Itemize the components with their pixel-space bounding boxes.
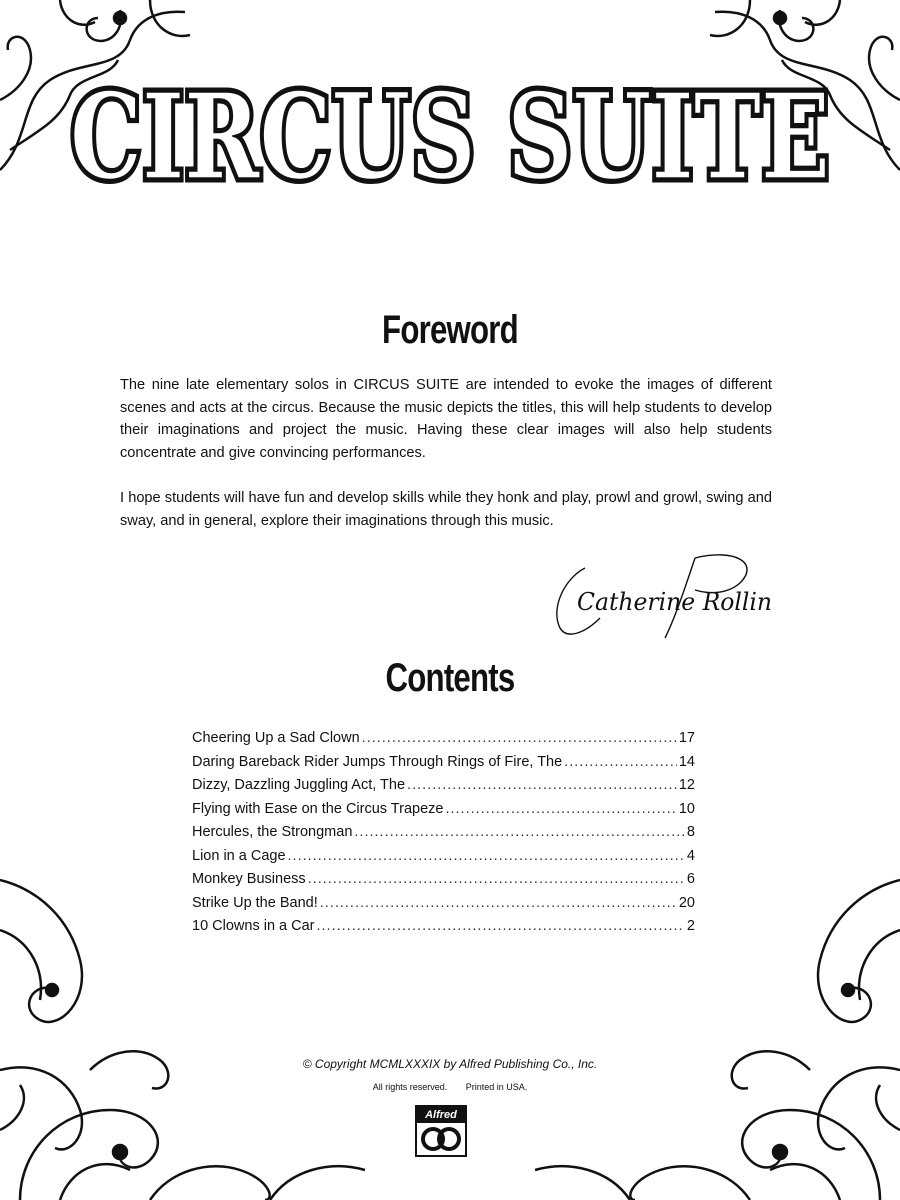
contents-entry [192, 848, 695, 872]
entry-title: Monkey Business [192, 871, 306, 887]
entry-page: 4 [686, 847, 695, 864]
contents-entry [192, 777, 695, 801]
page-title: CIRCUS SUITE [70, 67, 830, 206]
entry-title: Flying with Ease on the Circus Trapeze [192, 800, 444, 817]
leader-dots [362, 730, 677, 746]
signature [545, 548, 780, 644]
contents-entry [192, 824, 695, 848]
entry-title: Hercules, the Strongman [192, 824, 353, 840]
entry-page: 17 [678, 730, 695, 746]
entry-page: 12 [678, 777, 695, 793]
copyright-line: © Copyright MCMLXXXIX by Alfred Publishing Co., Inc. [302, 1057, 598, 1071]
entry-title: Lion in a Cage [192, 847, 286, 864]
contents-entry [192, 754, 695, 778]
foreword-paragraph-2: I hope students will have fun and develop skills while they honk and play, prowl and growl, swing and sway, and in general, explore their imaginations through this music. [120, 490, 772, 529]
foreword-heading: Foreword [382, 308, 518, 352]
signature-text: Catherine Rollin [577, 588, 772, 616]
leader-dots [308, 871, 685, 887]
entry-title: Strike Up the Band! [192, 894, 318, 911]
publisher-logo [415, 1105, 467, 1157]
contents-entry [192, 895, 695, 919]
entry-page: 2 [686, 918, 695, 934]
foreword-text [120, 374, 772, 555]
entry-page: 10 [678, 800, 695, 817]
entry-title: Dizzy, Dazzling Juggling Act, The [192, 777, 406, 793]
entry-page: 14 [678, 753, 695, 770]
contents-entry [192, 730, 695, 754]
contents-entry [192, 918, 695, 942]
foreword-paragraph-1: The nine late elementary solos in CIRCUS SUITE are intended to evoke the images of different scenes and acts at the circus. Because the music depicts the titles, this will help students to develop their imaginations and project the music. Having these clear images will also help students concentrate and give convincing performances. [120, 377, 772, 461]
entry-page: 6 [686, 871, 695, 887]
leader-dots [288, 848, 685, 864]
publisher-logo-mark [417, 1123, 465, 1155]
contents-list [192, 730, 695, 942]
page-title-inner-line: CIRCUS SUITE [70, 67, 830, 206]
publisher-logo-text: Alfred [417, 1107, 465, 1123]
title-banner [60, 60, 840, 210]
rights-reserved: All rights reserved. [372, 1082, 448, 1092]
entry-title: Cheering Up a Sad Clown [192, 730, 360, 746]
contents-heading: Contents [385, 656, 515, 700]
rights-line [0, 1082, 900, 1092]
entry-page: 20 [678, 894, 695, 911]
leader-dots [564, 754, 677, 770]
leader-dots [317, 918, 685, 934]
contents-entry [192, 801, 695, 825]
leader-dots [354, 824, 685, 840]
entry-page: 8 [686, 824, 695, 840]
entry-title: 10 Clowns in a Car [192, 918, 315, 934]
leader-dots [445, 801, 676, 817]
leader-dots [320, 895, 677, 911]
leader-dots [407, 777, 677, 793]
contents-entry [192, 871, 695, 895]
printed-in: Printed in USA. [465, 1082, 528, 1092]
entry-title: Daring Bareback Rider Jumps Through Rings of Fire, The [192, 753, 563, 770]
